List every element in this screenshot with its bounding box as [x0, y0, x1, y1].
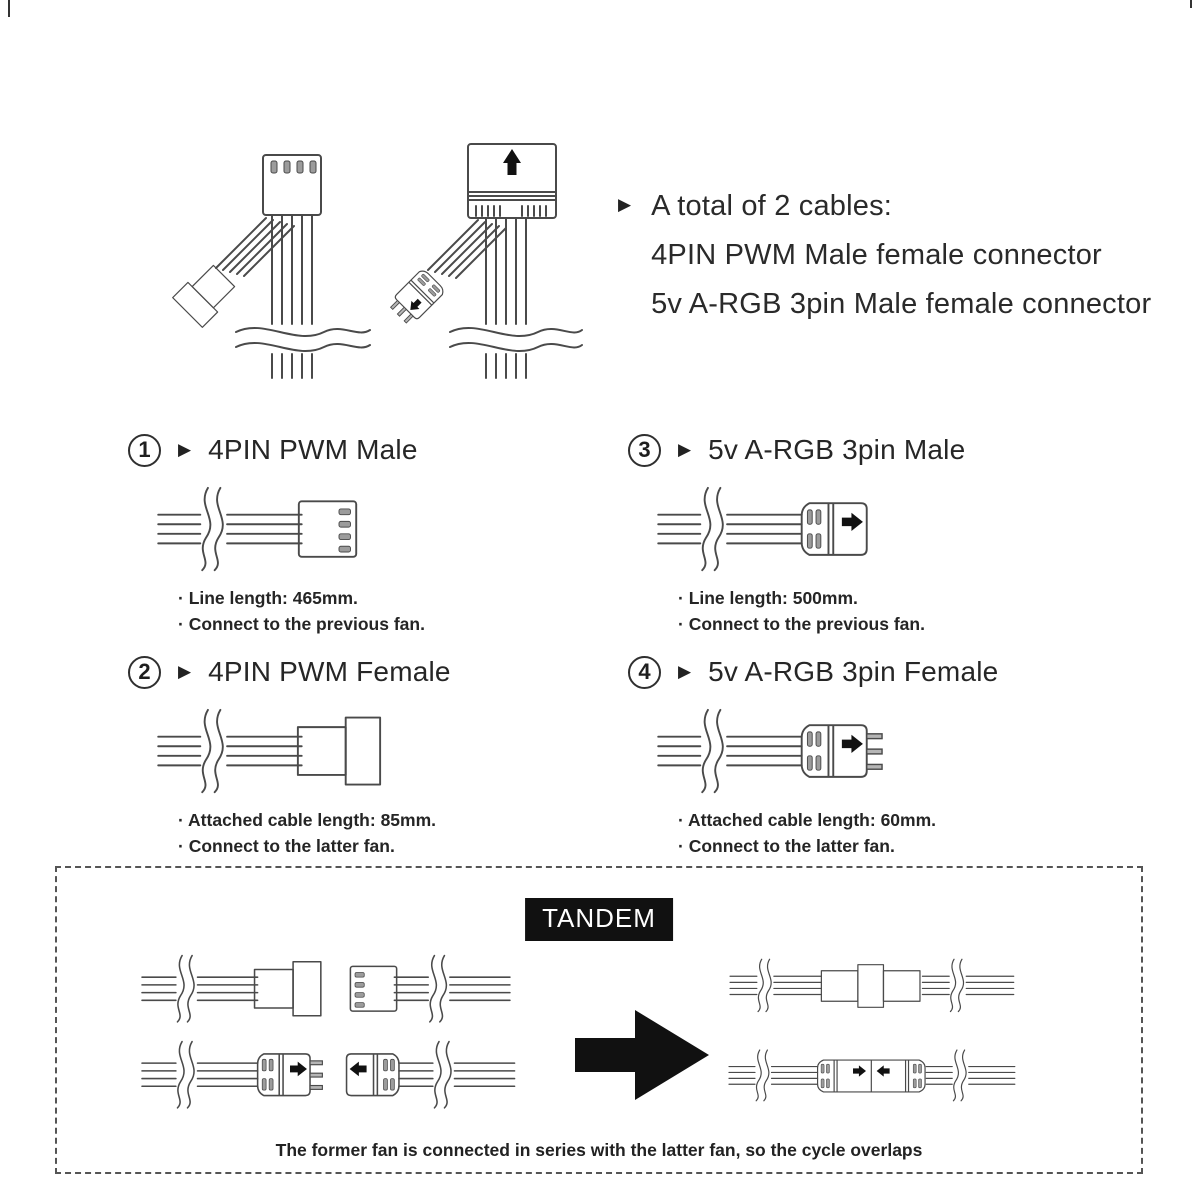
- detail-line: · Connect to the latter fan.: [678, 835, 895, 856]
- section-header: [628, 652, 1088, 692]
- section-pwm-female: [128, 652, 588, 859]
- tandem-pwm-female-drawing: [142, 954, 327, 1025]
- intro-text-block: [618, 182, 1151, 329]
- section-details: [678, 808, 1088, 859]
- section-title: 4PIN PWM Male: [208, 434, 418, 465]
- section-details: [678, 586, 1088, 637]
- bullet-arrow-icon: ▶: [678, 662, 692, 682]
- section-title: 5v A-RGB 3pin Male: [708, 434, 966, 465]
- section-pwm-male: [128, 430, 588, 637]
- section-header: [128, 430, 588, 470]
- tandem-pwm-male-drawing: [345, 954, 530, 1025]
- tandem-argb-male-drawing: [345, 1040, 530, 1111]
- section-title: 4PIN PWM Female: [208, 656, 451, 687]
- detail-line: · Attached cable length: 85mm.: [178, 810, 437, 830]
- detail-line: · Line length: 465mm.: [178, 588, 358, 608]
- bullet-arrow-icon: ▶: [178, 662, 192, 682]
- circled-number: 1: [128, 434, 161, 467]
- detail-line: · Line length: 500mm.: [678, 588, 858, 608]
- tandem-argb-female-drawing: [142, 1040, 327, 1111]
- detail-line: · Attached cable length: 60mm.: [678, 810, 937, 830]
- intro-line-3: 5v A-RGB 3pin Male female connector: [651, 288, 1152, 320]
- tandem-title-badge: TANDEM: [525, 898, 673, 941]
- argb-male-connector-drawing: [658, 486, 888, 574]
- crop-mark-right: [1190, 0, 1192, 8]
- circled-number: 4: [628, 656, 661, 689]
- section-argb-female: [628, 652, 1088, 859]
- tandem-caption: The former fan is connected in series with the latter fan, so the cycle overlaps: [275, 1140, 923, 1160]
- section-title: 5v A-RGB 3pin Female: [708, 656, 999, 687]
- pwm-male-connector-drawing: [158, 486, 388, 574]
- circled-number: 2: [128, 656, 161, 689]
- section-header: [128, 652, 588, 692]
- bullet-arrow-icon: ▶: [678, 440, 692, 460]
- crop-mark-left: [8, 0, 10, 17]
- section-details: [178, 586, 588, 637]
- argb-cable-overview-drawing: [382, 128, 582, 378]
- intro-line-2: 4PIN PWM Male female connector: [651, 239, 1102, 271]
- detail-line: · Connect to the latter fan.: [178, 835, 395, 856]
- bullet-arrow-icon: ▶: [178, 440, 192, 460]
- section-argb-male: [628, 430, 1088, 637]
- detail-line: · Connect to the previous fan.: [178, 613, 425, 634]
- tandem-panel: [55, 866, 1143, 1174]
- big-right-arrow-icon: [575, 1000, 715, 1110]
- pwm-female-connector-drawing: [158, 708, 388, 796]
- pwm-cable-overview-drawing: [172, 128, 372, 378]
- intro-line-1: A total of 2 cables:: [651, 190, 893, 222]
- argb-female-connector-drawing: [658, 708, 888, 796]
- bullet-arrow-icon: ▶: [618, 195, 632, 215]
- detail-line: · Connect to the previous fan.: [678, 613, 925, 634]
- tandem-pwm-joined-drawing: [729, 958, 1016, 1014]
- tandem-argb-joined-drawing: [729, 1048, 1016, 1104]
- section-details: [178, 808, 588, 859]
- section-header: [628, 430, 1088, 470]
- circled-number: 3: [628, 434, 661, 467]
